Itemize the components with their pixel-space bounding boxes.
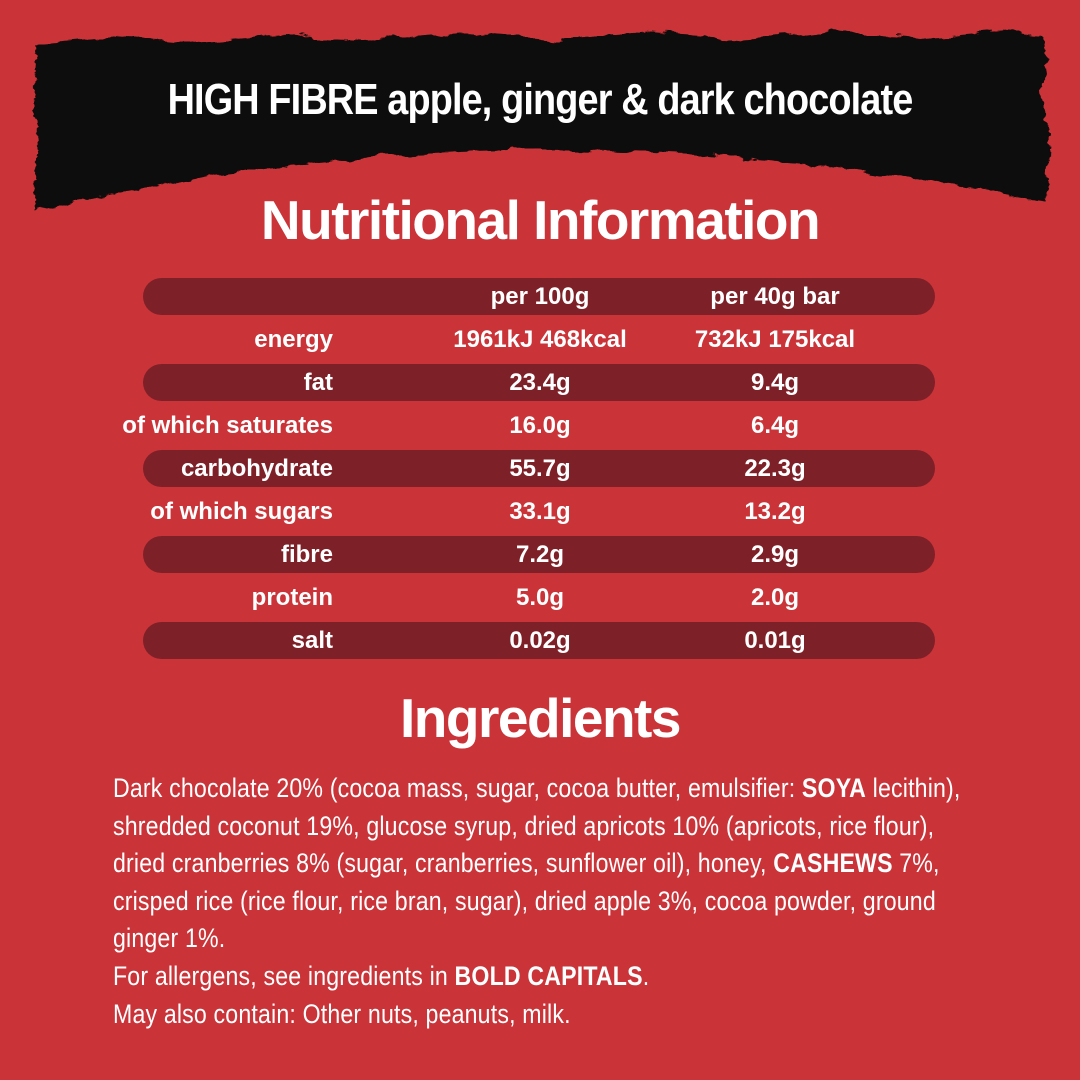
- column-header-per-100g: per 100g: [490, 283, 590, 310]
- row-label: carbohydrate: [180, 455, 333, 482]
- table-row-saturates: [122, 407, 935, 444]
- row-value-per100g: 0.02g: [509, 627, 571, 654]
- row-value-per40g: 732kJ 175kcal: [694, 326, 856, 353]
- table-row-energy: [143, 321, 935, 358]
- row-value-per40g: 2.0g: [750, 584, 800, 611]
- row-value-per100g: 7.2g: [515, 541, 565, 568]
- table-row-fibre: [143, 536, 935, 573]
- row-value-per40g: 22.3g: [744, 455, 806, 482]
- row-value-per100g: 1961kJ 468kcal: [453, 326, 627, 353]
- row-value-per40g: 2.9g: [750, 541, 800, 568]
- row-value-per40g: 6.4g: [750, 412, 800, 439]
- ingredients-heading: Ingredients: [400, 687, 680, 749]
- row-label: of which sugars: [150, 498, 333, 525]
- row-value-per100g: 5.0g: [515, 584, 565, 611]
- allergen-section: [113, 958, 973, 1033]
- table-row-protein: [143, 579, 935, 616]
- row-value-per100g: 55.7g: [509, 455, 571, 482]
- table-row-sugars: [143, 493, 935, 530]
- banner-title: HIGH FIBRE apple, ginger & dark chocolate: [167, 75, 913, 124]
- row-value-per100g: 16.0g: [509, 412, 571, 439]
- row-value-per100g: 33.1g: [509, 498, 571, 525]
- row-value-per40g: 13.2g: [744, 498, 806, 525]
- row-label: salt: [291, 627, 333, 654]
- ingredients-text: Dark chocolate 20% (cocoa mass, sugar, cocoa butter, emulsifier: SOYA lecithin), shredded coconut 19%, glucose syrup, dried apricots 10% (apricots, rice flour), dried cranberries 8% (sugar, cranberries, sunflower oil), honey, CASHEWS 7%, crisped rice (rice flour, rice bran, sugar), dried apple 3%, cocoa powder, ground ginger 1%.: [113, 773, 961, 953]
- row-label: of which saturates: [122, 412, 333, 439]
- row-value-per100g: 23.4g: [509, 369, 571, 396]
- row-label: energy: [254, 326, 333, 353]
- allergen-note: For allergens, see ingredients in BOLD CAPITALS.: [113, 961, 650, 991]
- table-row-carbohydrate: [143, 450, 935, 487]
- nutrition-heading: Nutritional Information: [260, 189, 820, 251]
- row-label: fibre: [280, 541, 333, 568]
- table-header-row: [143, 278, 935, 315]
- row-label: protein: [251, 584, 333, 611]
- may-contain-note: May also contain: Other nuts, peanuts, milk.: [113, 998, 571, 1029]
- row-value-per40g: 0.01g: [744, 627, 806, 654]
- column-header-per-40g-bar: per 40g bar: [710, 283, 840, 310]
- row-label: fat: [303, 369, 333, 396]
- table-row-fat: [143, 364, 935, 401]
- table-row-salt: [143, 622, 935, 659]
- row-value-per40g: 9.4g: [750, 369, 800, 396]
- nutrition-table: [122, 278, 935, 665]
